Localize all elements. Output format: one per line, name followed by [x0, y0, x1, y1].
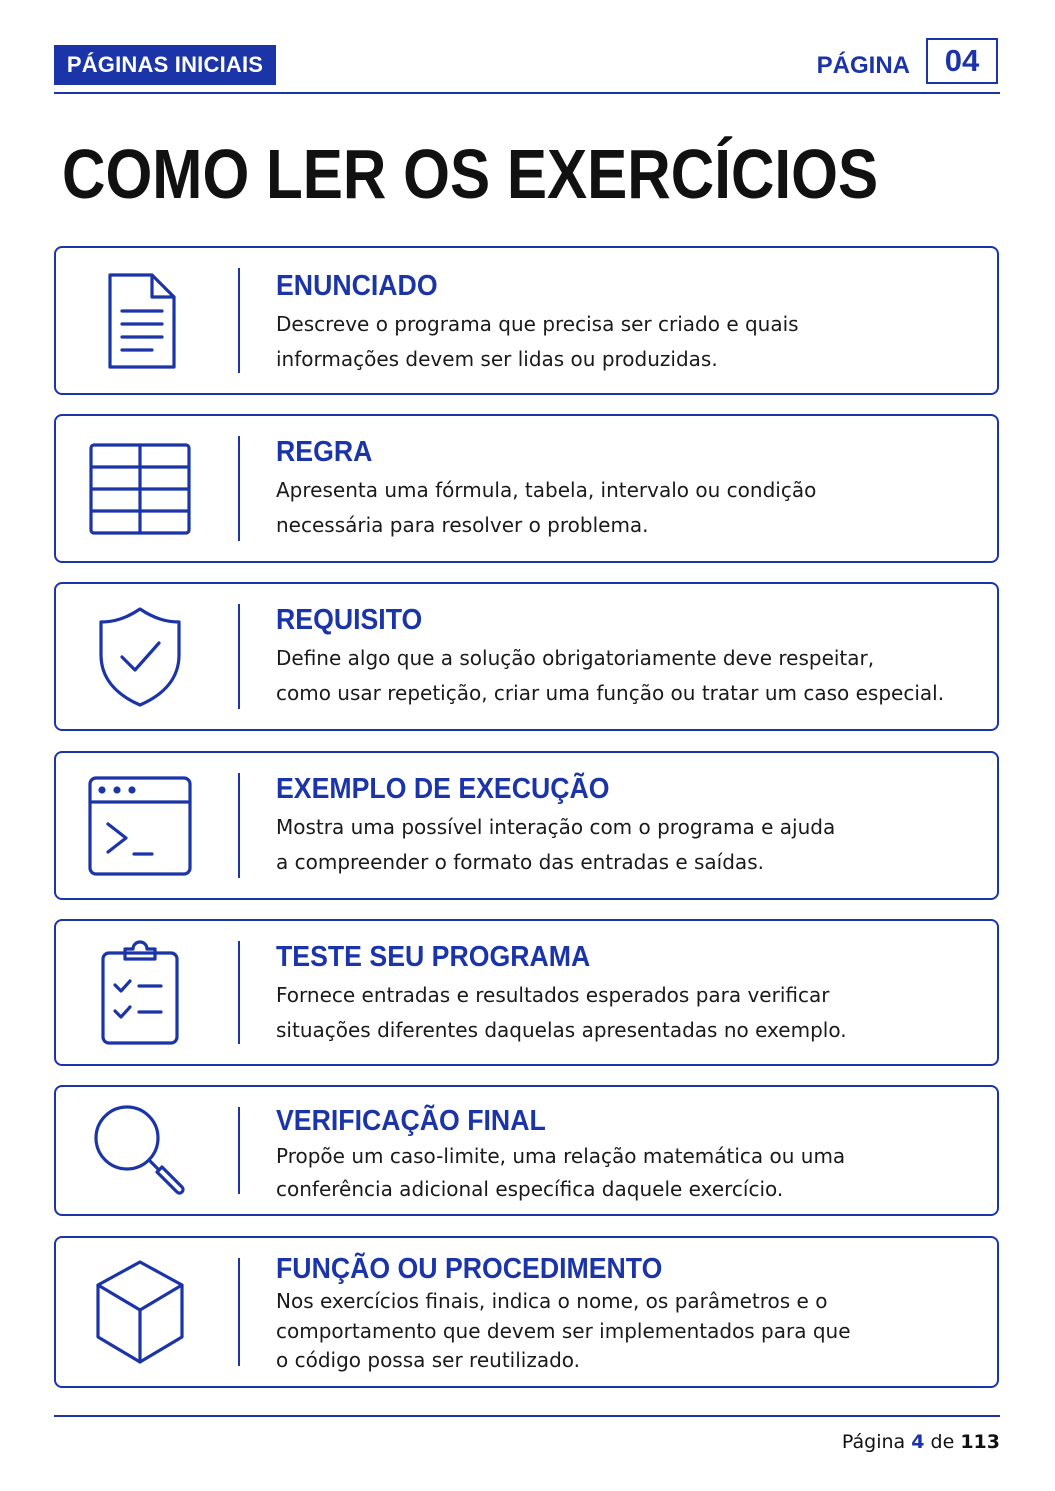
description-line: Descreve o programa que precisa ser criado e quais — [276, 312, 799, 336]
card-description — [276, 473, 967, 543]
card-title: EXEMPLO DE EXECUÇÃO — [276, 773, 610, 805]
card-divider — [238, 604, 240, 709]
clipboard-checklist-icon — [82, 938, 198, 1048]
card-requisito — [54, 582, 999, 731]
card-divider — [238, 941, 240, 1044]
description-line: situações diferentes daquelas apresentadas no exemplo. — [276, 1018, 847, 1042]
card-exemplo-de-execucao — [54, 751, 999, 900]
section-label: PÁGINAS INICIAIS — [54, 45, 276, 85]
card-title: TESTE SEU PROGRAMA — [276, 941, 591, 973]
page-counter-current: 4 — [911, 1431, 925, 1453]
description-line: Fornece entradas e resultados esperados para verificar — [276, 983, 830, 1007]
page-label: PÁGINA — [816, 52, 910, 79]
card-description — [276, 810, 967, 880]
card-verificacao-final — [54, 1085, 999, 1216]
description-line: Nos exercícios finais, indica o nome, os parâmetros e o — [276, 1289, 828, 1313]
card-title: ENUNCIADO — [276, 270, 438, 302]
card-description — [276, 978, 967, 1048]
card-title: FUNÇÃO OU PROCEDIMENTO — [276, 1253, 663, 1285]
description-line: Mostra uma possível interação com o programa e ajuda — [276, 815, 836, 839]
card-description — [276, 307, 967, 377]
card-title: REQUISITO — [276, 604, 423, 636]
card-divider — [238, 1107, 240, 1194]
cube-icon — [82, 1257, 198, 1367]
header-rule — [54, 92, 1000, 94]
magnifier-icon — [82, 1096, 198, 1206]
card-enunciado — [54, 246, 999, 395]
card-divider — [238, 436, 240, 541]
description-line: informações devem ser lidas ou produzidas. — [276, 347, 718, 371]
card-description — [276, 1140, 967, 1206]
page-counter-separator: de — [930, 1431, 955, 1453]
description-line: Propõe um caso-limite, uma relação matemática ou uma — [276, 1144, 846, 1168]
terminal-window-icon — [82, 771, 198, 881]
description-line: comportamento que devem ser implementados para que — [276, 1318, 851, 1343]
card-regra — [54, 414, 999, 563]
description-line: conferência adicional específica daquele exercício. — [276, 1177, 784, 1201]
document-icon — [82, 266, 198, 376]
card-divider — [238, 268, 240, 373]
description-line: necessária para resolver o problema. — [276, 513, 649, 537]
description-line: Apresenta uma fórmula, tabela, intervalo ou condição — [276, 478, 817, 502]
page-counter — [842, 1431, 1000, 1453]
page-title: COMO LER OS EXERCÍCIOS — [62, 135, 879, 213]
description-line: Define algo que a solução obrigatoriamente deve respeitar, — [276, 646, 875, 670]
shield-check-icon — [82, 602, 198, 712]
card-title: REGRA — [276, 436, 373, 468]
description-line: o código possa ser reutilizado. — [276, 1348, 581, 1372]
page-counter-prefix: Página — [841, 1431, 906, 1453]
description-line: a compreender o formato das entradas e saídas. — [276, 850, 764, 874]
footer-rule — [54, 1415, 1000, 1417]
card-divider — [238, 773, 240, 878]
card-description — [276, 1287, 967, 1376]
card-teste-seu-programa — [54, 919, 999, 1066]
card-funcao-ou-procedimento — [54, 1236, 999, 1388]
description-line: como usar repetição, criar uma função ou tratar um caso especial. — [276, 681, 945, 705]
page-number-box: 04 — [926, 38, 998, 84]
page-counter-total: 113 — [960, 1431, 1000, 1453]
card-description — [276, 641, 967, 711]
card-title: VERIFICAÇÃO FINAL — [276, 1105, 546, 1137]
card-divider — [238, 1258, 240, 1366]
table-icon — [82, 434, 198, 544]
